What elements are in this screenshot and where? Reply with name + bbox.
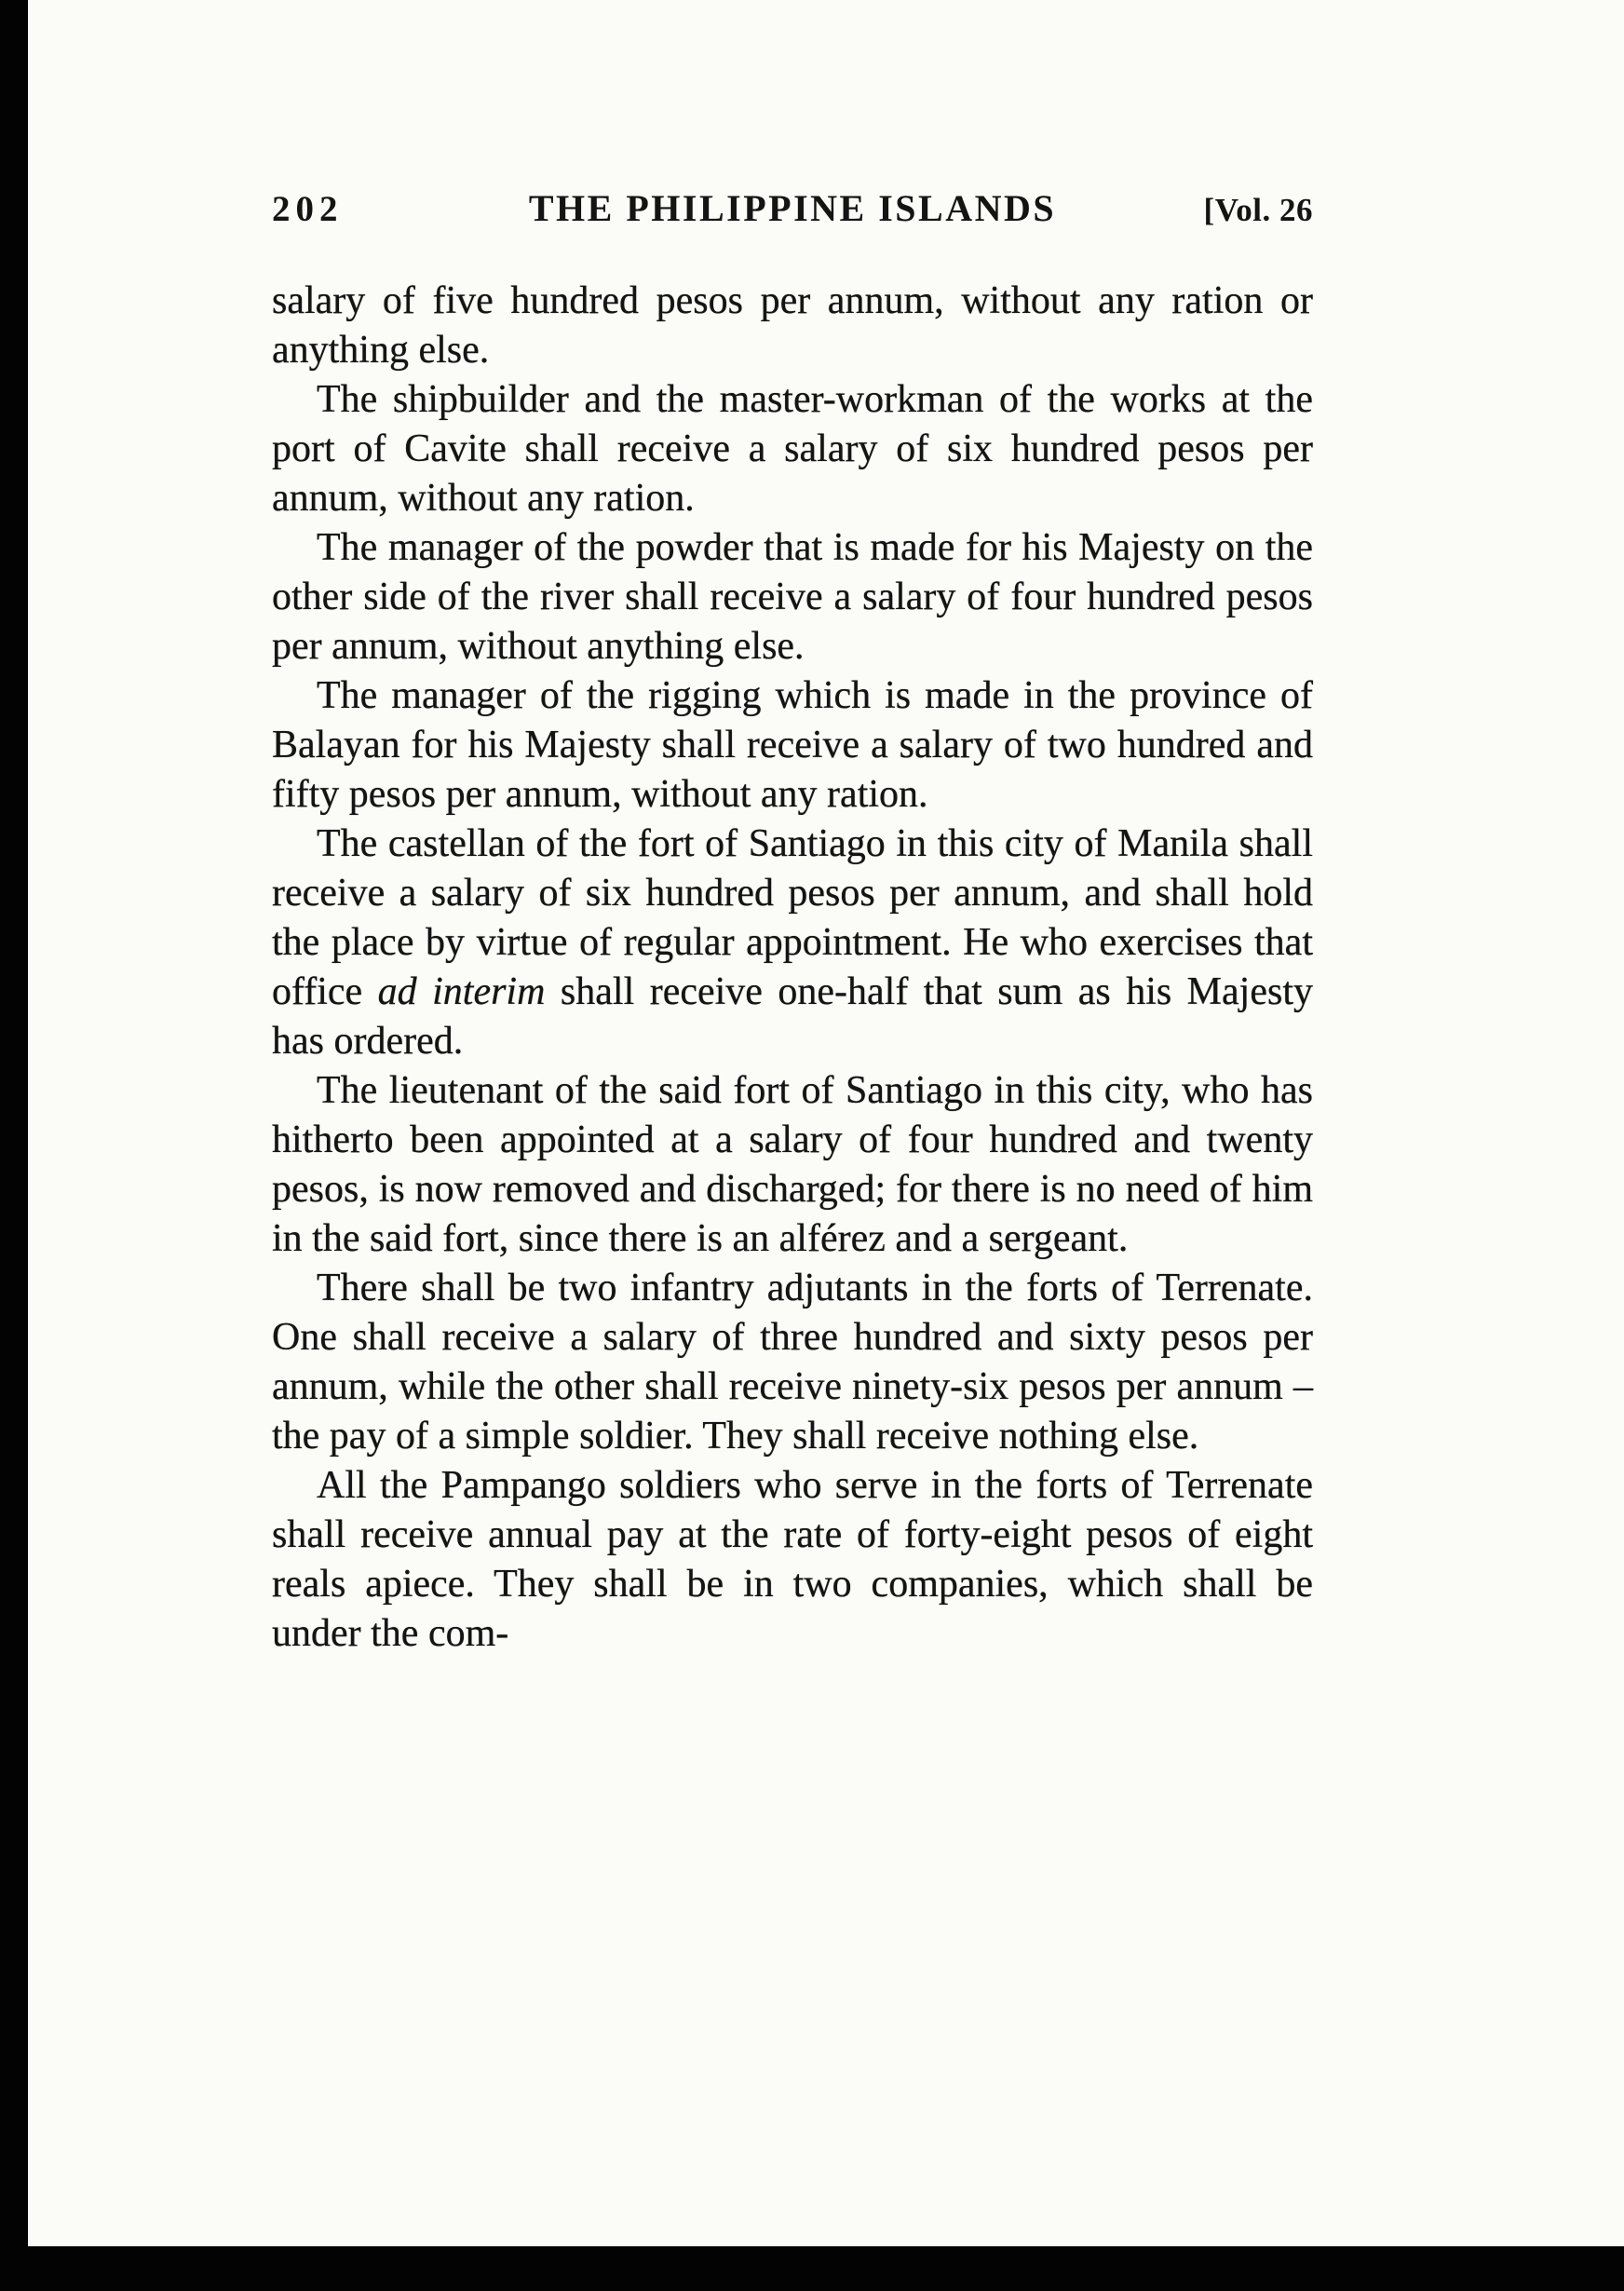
volume-label: [Vol. 26: [1203, 192, 1313, 228]
paragraph: There shall be two infantry adjutants in the forts of Terrenate. One shall receive a salary of three hundred and sixty pesos per annum, while the other shall receive ninety-six pesos per annum – the pay of a simple soldier. They shall receive nothing else.: [272, 1267, 1313, 1457]
paragraph: salary of five hundred pesos per annum, without any ration or anything else.: [272, 279, 1313, 372]
page-number: 202: [272, 189, 344, 229]
running-title: THE PHILIPPINE ISLANDS: [528, 187, 1057, 229]
paragraph: [272, 820, 1313, 1066]
paragraph: The lieutenant of the said fort of Santiago in this city, who has hitherto been appointed at a salary of four hundred and twenty pesos, is now removed and discharged; for there is no need of him in the said fort, since there is an alférez and a sergeant.: [272, 1069, 1313, 1260]
latin-phrase-italic: ad interim: [377, 970, 546, 1013]
paragraph: The manager of the rigging which is made in the province of Balayan for his Majesty shall receive a salary of two hundred and fifty pesos per annum, without any ration.: [272, 674, 1313, 816]
paragraph: The shipbuilder and the master-workman of the works at the port of Cavite shall receive a salary of six hundred pesos per annum, without any ration.: [272, 378, 1313, 520]
paragraph: The manager of the powder that is made for his Majesty on the other side of the river shall receive a salary of four hundred pesos per annum, without anything else.: [272, 526, 1313, 668]
paragraph-text: The castellan of the fort of Santiago in this city of Manila shall receive a salary of six hundred pesos per annum, and shall hold the place by virtue of regular appointment. He who exercises that office: [272, 822, 1313, 1013]
paragraph-text: shall receive one-half that sum as his Majesty has ordered.: [272, 970, 1313, 1063]
page-content: [272, 186, 1313, 1659]
paragraph: All the Pampango soldiers who serve in the forts of Terrenate shall receive annual pay at the rate of forty-eight pesos of eight reals apiece. They shall be in two companies, which shall be under the com-: [272, 1464, 1313, 1655]
page-header: [272, 186, 1313, 230]
page-body: [272, 277, 1313, 1659]
scan-edge-left: [0, 0, 28, 2291]
scan-edge-bottom: [0, 2246, 1624, 2291]
